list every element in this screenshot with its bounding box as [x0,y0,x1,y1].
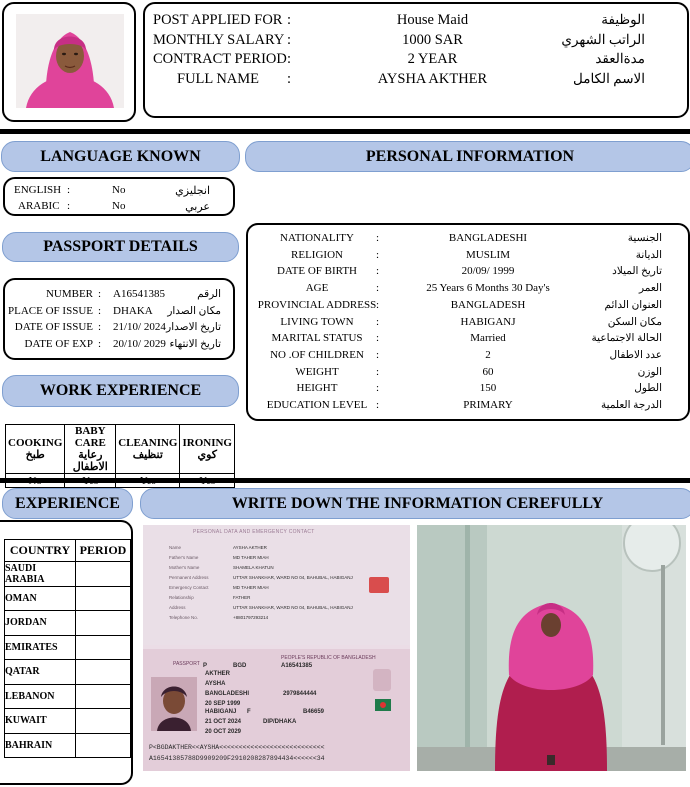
personal-value: 25 Years 6 Months 30 Day's [426,282,550,295]
country-name: OMAN [5,586,76,611]
language-label: ARABIC [18,200,60,212]
work-skill-arabic: تنظيف [132,449,163,461]
personal-colon: : [376,232,380,244]
language-label: ENGLISH [14,184,62,196]
personal-colon: : [376,248,380,261]
mrz-line-2: A16541385788D9909209F2910208287894434<<<<<<34 [149,755,325,762]
header-label: FULL NAME [177,70,260,87]
passport-arabic: تاريخ الانتهاء [169,338,221,350]
scan-field-value: +8801797293214 [233,615,269,620]
header-value: 2 YEAR [407,51,458,67]
personal-label: HEIGHT [296,382,338,395]
experience-heading: EXPERIENCE [2,488,133,519]
write-down-heading: WRITE DOWN THE INFORMATION CEREFULLY [140,488,690,519]
passport-arabic: مكان الصدار [167,305,221,317]
work-skill-label: CLEANING [118,437,178,449]
language-value: No [112,184,126,196]
scan-field-key: Permanent Address [169,575,209,580]
profile-photo [16,14,124,108]
passport-flag [375,699,391,711]
passport-surname: AKTHER [205,671,230,677]
divider-bottom [0,478,690,483]
header-label: CONTRACT PERIOD [153,51,287,67]
mrz-line-1: P<BGDAKTHER<<AYSHA<<<<<<<<<<<<<<<<<<<<<<<<<<< [149,744,325,751]
personal-label: RELIGION [291,248,343,261]
work-skill-arabic: طبخ [25,449,45,461]
passport-number: A16541385 [281,663,313,669]
passport-details-box [3,278,235,360]
header-colon: : [287,51,292,67]
work-skill-header [65,425,116,474]
personal-arabic: العمر [638,283,662,295]
header-label: MONTHLY SALARY [153,31,285,48]
header-value: 1000 SAR [402,31,463,48]
work-skill-label: IRONING [182,437,232,449]
personal-colon: : [376,399,380,411]
passport-arabic: الرقم [197,289,221,300]
passport-details-heading: PASSPORT DETAILS [2,232,239,262]
language-colon: : [67,200,71,212]
passport-colon: : [98,304,102,317]
scan-field-key: Telephone No. [169,615,199,620]
passport-dob: 20 SEP 1999 [205,701,241,707]
header-arabic: الاسم الكامل [572,70,645,86]
language-value: No [112,200,126,212]
header-arabic: الوظيفة [601,12,645,27]
scan-field-value: FATHER [233,595,251,600]
personal-arabic: الوزن [637,366,662,378]
country-row [5,562,131,587]
period-header: PERIOD [76,540,131,562]
work-skill-arabic: كوي [197,449,217,461]
work-skill-header [180,425,235,474]
language-arabic: عربي [185,201,210,213]
passport-expiry-date: 20 OCT 2029 [205,729,242,735]
passport-issue-date: 21 OCT 2024 [205,719,242,725]
passport-ghost-photo [373,669,391,691]
header-arabic: مدةالعقد [595,51,645,66]
passport-value: A16541385 [113,288,165,300]
personal-label: DATE OF BIRTH [276,265,357,278]
personal-value: 20/09/ 1999 [461,265,515,278]
personal-value: 60 [482,365,494,378]
passport-nationality: BANGLADESHI [205,691,250,697]
passport-country-code: BGD [233,663,247,669]
scan-field-value: UTTAR SHANKHAR, WARD NO 04, BAHUBAL, HABIGANJ [233,605,353,610]
personal-colon: : [376,348,380,361]
personal-information-heading: PERSONAL INFORMATION [245,141,690,172]
passport-sex: F [247,709,251,715]
personal-colon: : [376,265,380,278]
passport-face [151,677,197,731]
country-header: COUNTRY [5,540,76,562]
divider-top [0,129,690,134]
scan-field-key: Address [169,605,186,610]
passport-label: NUMBER [45,288,93,300]
passport-given-name: AYSHA [205,681,226,687]
personal-info-box [246,223,690,421]
language-arabic: انجليزي [175,185,210,197]
country-period [76,635,131,660]
country-row [5,635,131,660]
country-row [5,586,131,611]
work-skill-label: COOKING [8,437,63,449]
personal-label: PROVINCIAL ADDRESS [257,298,377,311]
work-experience-heading: WORK EXPERIENCE [2,375,239,407]
personal-label: MARITAL STATUS [271,332,363,345]
passport-colon: : [98,337,102,350]
country-period [76,733,131,758]
passport-label: DATE OF ISSUE [14,321,93,333]
passport-value: 21/10/ 2024 [113,321,166,333]
personal-value: 150 [479,382,497,395]
personal-arabic: تاريخ الميلاد [612,266,662,278]
passport-label: DATE OF EXP [24,337,93,350]
scan-field-value: UTTAR SHANKHAR, WARD NO 04, BAHUBAL, HABIGANJ [233,575,353,580]
personal-value: BANGLADESHI [448,232,528,244]
country-row [5,684,131,709]
passport-photo-page [143,649,410,771]
country-row [5,733,131,758]
passport-birth-place: HABIGANJ [205,709,237,715]
header-arabic: الراتب الشهري [561,31,645,47]
country-period [76,586,131,611]
country-experience-table [4,539,131,758]
scan-field-value: SHAMELA KHATUN [233,565,274,570]
country-period [76,562,131,587]
personal-colon: : [376,365,380,378]
country-period [76,660,131,685]
personal-colon: : [376,282,380,295]
passport-value: DHAKA [113,304,153,317]
passport-personal-no: 2979844444 [283,691,317,697]
job-summary-box [143,2,689,118]
passport-type-code: P [203,663,208,669]
scan-field-key: Relationship [169,595,194,600]
passport-stamp [369,577,389,593]
personal-colon: : [376,298,380,311]
scan-field-value: MD TAHER MIAH [233,555,269,560]
personal-arabic: مكان السكن [607,316,662,328]
country-period [76,684,131,709]
scan-field-key: Name [169,545,182,550]
country-row [5,709,131,734]
personal-colon: : [376,315,380,328]
personal-arabic: الدرجة العلمية [601,400,662,411]
personal-arabic: الحالة الاجتماعية [591,333,662,345]
country-name: LEBANON [5,684,76,709]
personal-value: BANGLADESH [450,298,526,311]
country-name: EMIRATES [5,635,76,660]
language-box [3,177,235,216]
full-body-photo [417,525,686,771]
header-colon: : [287,70,292,87]
scan-field-key: Mother's Name [169,565,200,570]
personal-label: NATIONALITY [280,232,354,244]
work-skill-arabic: رعاية الاطفال [72,449,108,473]
passport-data-title: PERSONAL DATA AND EMERGENCY CONTACT [193,529,315,535]
country-name: SAUDI ARABIA [5,562,76,587]
header-value: AYSHA AKTHER [377,70,488,87]
header-colon: : [287,12,292,28]
personal-arabic: الطول [634,383,662,395]
passport-label: PLACE OF ISSUE [8,304,93,317]
work-skill-header [116,425,180,474]
personal-label: LIVING TOWN [280,315,354,328]
language-known-heading: LANGUAGE KNOWN [1,141,240,172]
header-value: House Maid [396,12,469,28]
personal-arabic: الجنسية [627,233,662,244]
scan-field-value: AYSHA AKTHER [233,545,267,550]
personal-label: EDUCATION LEVEL [266,399,368,411]
personal-label: WEIGHT [295,365,339,378]
country-period [76,611,131,636]
work-skill-label: BABY CARE [74,425,106,449]
passport-republic: PEOPLE'S REPUBLIC OF BANGLADESH [281,655,376,661]
passport-data-page [143,525,410,645]
personal-arabic: عدد الاطفال [609,349,662,361]
passport-authority: DIP/DHAKA [263,719,297,725]
personal-arabic: الديانة [635,249,662,261]
personal-colon: : [376,382,380,395]
personal-colon: : [376,332,380,345]
scan-field-key: Emergency Contact [169,585,209,590]
personal-value: PRIMARY [463,399,513,411]
passport-arabic: تاريخ الاصدار [166,322,221,333]
personal-value: 2 [485,348,491,361]
scan-field-value: MD TAHER MIAH [233,585,269,590]
personal-label: AGE [305,282,329,295]
language-colon: : [67,184,71,196]
passport-prev-no: B46659 [303,709,325,715]
personal-value: Married [470,332,506,345]
country-name: KUWAIT [5,709,76,734]
passport-colon: : [98,288,102,300]
passport-colon: : [98,321,102,333]
passport-value: 20/10/ 2029 [113,337,166,350]
country-name: BAHRAIN [5,733,76,758]
passport-scan-image [143,525,410,771]
personal-value: MUSLIM [465,248,510,261]
scan-field-key: Father's Name [169,555,199,560]
country-period [76,709,131,734]
passport-doc-type: PASSPORT [173,661,200,667]
work-skill-header [6,425,65,474]
personal-arabic: العنوان الدائم [604,299,662,311]
country-row [5,611,131,636]
personal-label: NO .OF CHILDREN [270,348,364,361]
header-colon: : [287,31,292,48]
personal-value: HABIGANJ [460,315,516,328]
country-row [5,660,131,685]
header-label: POST APPLIED FOR [153,12,283,28]
country-name: JORDAN [5,611,76,636]
country-name: QATAR [5,660,76,685]
